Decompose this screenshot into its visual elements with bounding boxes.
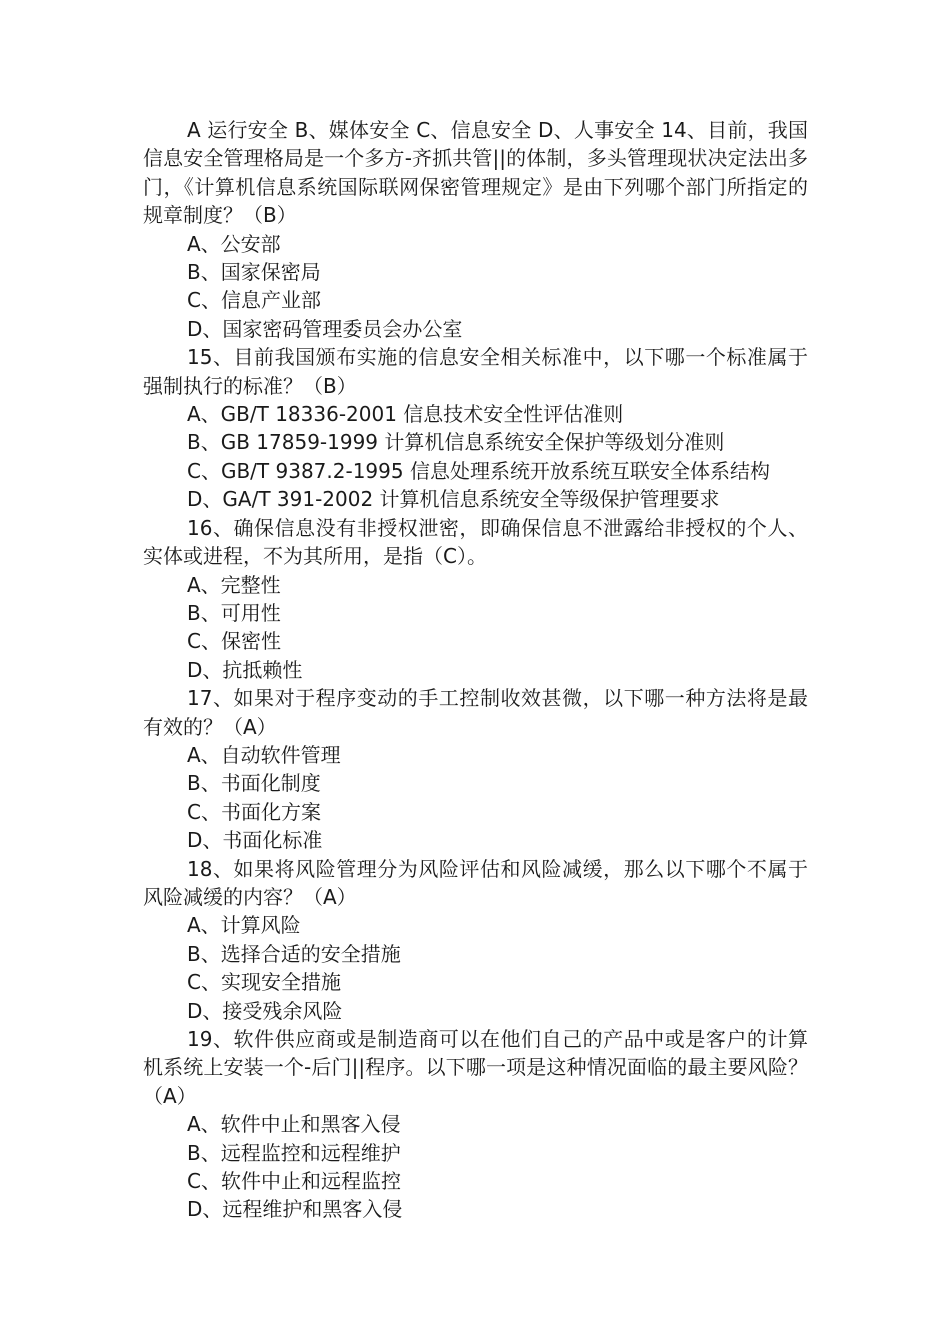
q15-option-b: B、GB 17859-1999 计算机信息系统安全保护等级划分准则 [187,430,725,455]
q17-option-a: A、自动软件管理 [187,742,341,767]
q18-option-d: D、接受残余风险 [187,998,343,1023]
q19-option-c: C、软件中止和远程监控 [187,1169,401,1194]
q19-option-a: A、软件中止和黑客入侵 [187,1112,401,1137]
q16-option-c: C、保密性 [187,629,281,654]
intro-paragraph: A 运行安全 B、媒体安全 C、信息安全 D、人事安全 14、目前，我国信息安全管理格局是一个多方‑齐抓共管||的体制，多头管理现状决定法出多门，《计算机信息系统国际联网保密管理规定》是由下列哪个部门所指定的规章制度？（B） [143,118,808,228]
q16-stem: 16、确保信息没有非授权泄密，即确保信息不泄露给非授权的个人、实体或进程，不为其所用，是指（C）。 [143,515,808,569]
q14-option-d: D、国家密码管理委员会办公室 [187,316,463,341]
q18-option-a: A、计算风险 [187,913,301,938]
q19-option-b: B、远程监控和远程维护 [187,1140,401,1165]
q18-option-b: B、选择合适的安全措施 [187,941,401,966]
q18-option-c: C、实现安全措施 [187,970,341,995]
q14-option-a: A、公安部 [187,231,281,256]
q15-option-d: D、GA/T 391-2002 计算机信息系统安全等级保护管理要求 [187,487,720,512]
q18-stem: 18、如果将风险管理分为风险评估和风险减缓，那么以下哪个不属于风险减缓的内容？（A） [143,856,808,909]
q19-option-d: D、远程维护和黑客入侵 [187,1197,403,1222]
q16-option-d: D、抗抵赖性 [187,657,303,682]
q15-option-a: A、GB/T 18336-2001 信息技术安全性评估准则 [187,402,624,427]
q15-stem: 15、目前我国颁布实施的信息安全相关标准中，以下哪一个标准属于强制执行的标准？（B） [143,345,808,398]
document-page [143,116,808,1224]
q16-option-a: A、完整性 [187,572,281,597]
q16-option-b: B、可用性 [187,600,281,625]
q14-option-c: C、信息产业部 [187,288,321,313]
q17-option-c: C、书面化方案 [187,799,321,824]
q19-stem: 19、软件供应商或是制造商可以在他们自己的产品中或是客户的计算机系统上安装一个‑后门||程序。以下哪一项是这种情况面临的最主要风险？（A） [143,1027,808,1108]
q17-option-d: D、书面化标准 [187,828,323,853]
q15-option-c: C、GB/T 9387.2-1995 信息处理系统开放系统互联安全体系结构 [187,458,770,483]
q17-stem: 17、如果对于程序变动的手工控制收效甚微，以下哪一种方法将是最有效的？（A） [143,686,808,739]
q17-option-b: B、书面化制度 [187,771,321,796]
q14-option-b: B、国家保密局 [187,260,321,285]
